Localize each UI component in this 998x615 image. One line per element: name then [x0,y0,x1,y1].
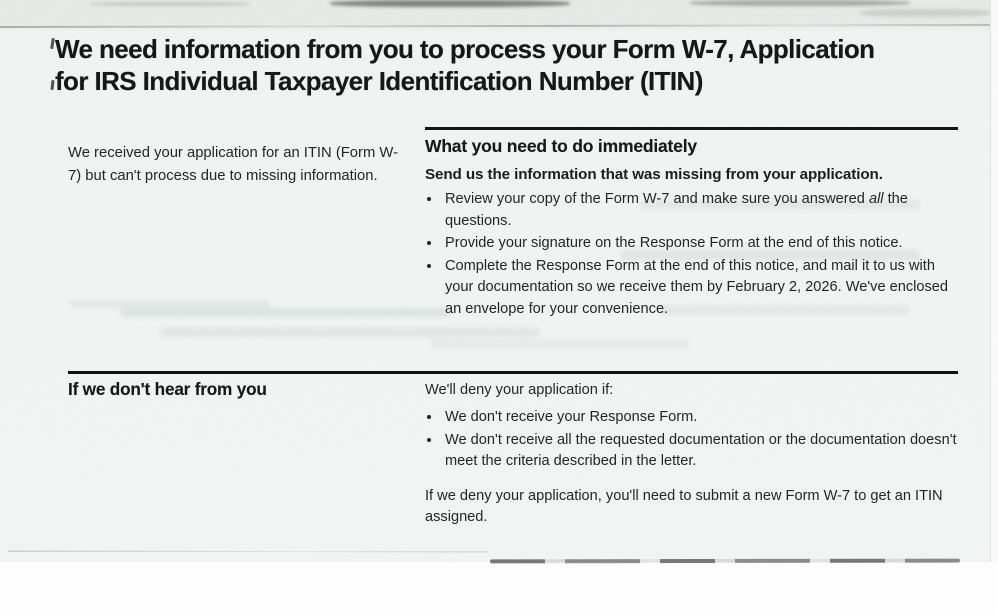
bullet-text: the questions. [445,191,908,229]
section-divider [425,127,958,130]
immediate-bullet-list [425,189,958,320]
bleed-through-smudge [430,340,690,348]
no-response-lead: We'll deny your application if: [425,382,614,398]
paper-bottom-edge [490,559,960,564]
bullet-item: • Complete the Response Form at the end of this notice, and mail it to us with your documentation so we receive them by February 2, 2026. We've enclosed an envelope for your convenience. [442,256,958,321]
scan-streak [90,2,250,6]
bullet-text: Review your copy of the Form W-7 and make sure you answered [445,191,869,207]
bullet-item [442,189,958,232]
section-if-no-response [68,371,958,529]
no-response-content [425,378,958,529]
scan-artifact-mark [50,80,54,90]
scan-streak [330,0,570,7]
scan-edge-right [990,0,998,562]
bleed-through-smudge [120,308,450,317]
bullet-item: • We don't receive your Response Form. [442,407,958,429]
page-title-line1: We need information from you to process your Form W-7, Application [55,34,875,64]
deny-consequence-paragraph: If we deny your application, you'll need to submit a new Form W-7 to get an ITIN assigned. [425,487,943,525]
page-title-line2: for IRS Individual Taxpayer Identification Number (ITIN) [55,66,703,96]
scan-crease-bottom [8,551,488,553]
scan-crease-top [0,24,998,28]
bleed-through-smudge [160,328,540,337]
intro-paragraph: We received your application for an ITIN (Form W-7) but can't process due to missing information. [68,145,399,184]
page-title [55,33,955,97]
section-what-you-need [425,127,958,321]
immediate-lead: Send us the information that was missing from your application. [425,166,883,183]
bullet-text-emphasis: all [868,191,884,207]
no-response-bullet-list [425,407,958,473]
scan-streak [860,9,990,17]
bullet-item: • We don't receive all the requested documentation or the documentation doesn't meet the criteria described in the letter. [442,430,958,473]
bullet-item: • Provide your signature on the Response Form at the end of this notice. [442,233,958,255]
section-heading-immediate: What you need to do immediately [425,136,697,156]
section-heading-no-response: If we don't hear from you [68,379,267,399]
bleed-through-smudge [70,300,270,308]
scan-streak [690,0,910,6]
